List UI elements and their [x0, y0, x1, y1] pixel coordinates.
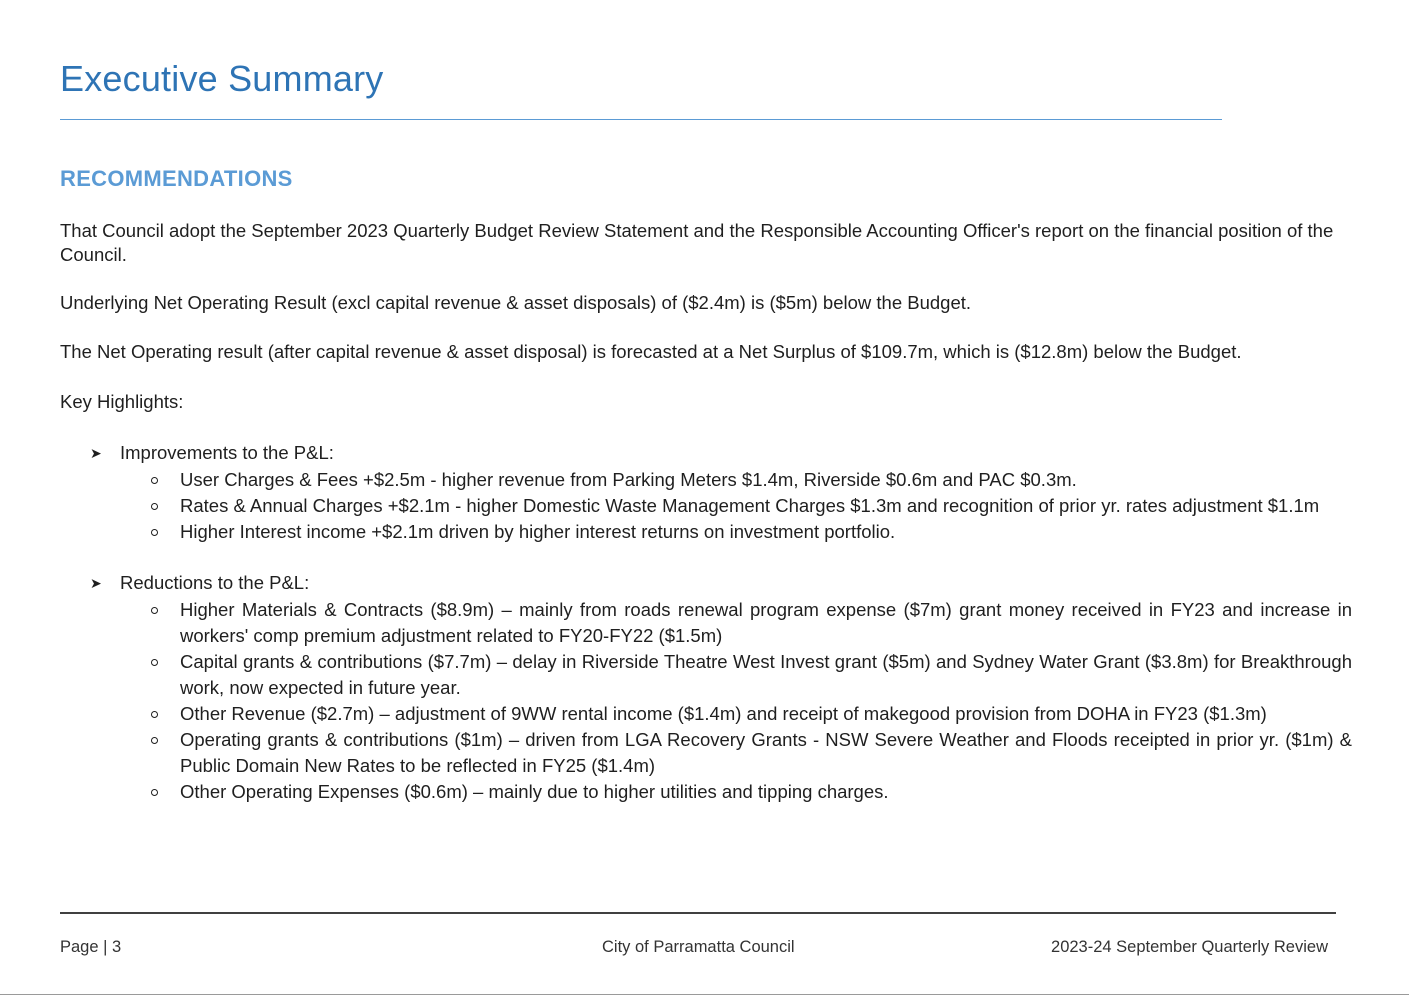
title-divider — [60, 119, 1222, 120]
highlight-list — [60, 467, 1352, 545]
arrow-bullet-icon: ➤ — [90, 445, 102, 461]
list-item-text: User Charges & Fees +$2.5m - higher revenue from Parking Meters $1.4m, Riverside $0.6m and PAC $0.3m. — [180, 469, 1077, 490]
circle-bullet-icon — [151, 737, 158, 744]
key-highlights-label: Key Highlights: — [60, 391, 184, 412]
report-name: 2023-24 September Quarterly Review — [1051, 938, 1328, 956]
list-item-text: Rates & Annual Charges +$2.1m - higher Domestic Waste Management Charges $1.3m and recognition of prior yr. rates adjustment $1.1m — [180, 495, 1320, 516]
list-item — [60, 467, 1352, 493]
circle-bullet-icon — [151, 659, 158, 666]
list-item-text: Capital grants & contributions ($7.7m) – delay in Riverside Theatre West Invest grant ($5m) and Sydney Water Grant ($3.8m) for Breakthrough work, now expected in future year. — [180, 651, 1352, 698]
list-item — [60, 779, 1352, 805]
circle-bullet-icon — [151, 477, 158, 484]
underlying-result-paragraph: Underlying Net Operating Result (excl capital revenue & asset disposals) of ($2.4m) is ($5m) below the Budget. — [60, 292, 972, 313]
highlight-group-heading — [60, 571, 1352, 597]
circle-bullet-icon — [151, 711, 158, 718]
arrow-bullet-icon: ➤ — [90, 575, 102, 591]
organization-name: City of Parramatta Council — [602, 938, 795, 956]
list-item-text: Other Revenue ($2.7m) – adjustment of 9WW rental income ($1.4m) and receipt of makegood provision from DOHA in FY23 ($1.3m) — [180, 703, 1267, 724]
circle-bullet-icon — [151, 607, 158, 614]
highlight-group-heading — [60, 441, 1352, 467]
list-item-text: Higher Interest income +$2.1m driven by higher interest returns on investment portfolio. — [180, 521, 896, 542]
list-item — [60, 519, 1352, 545]
list-item — [60, 701, 1352, 727]
page-number: Page | 3 — [60, 938, 122, 956]
highlight-group-improvements — [60, 441, 1352, 545]
list-item — [60, 493, 1352, 519]
footer-divider — [60, 912, 1336, 914]
list-item-text: Operating grants & contributions ($1m) – driven from LGA Recovery Grants - NSW Severe Weather and Floods receipted in prior yr. ($1m) & Public Domain New Rates to be reflected in FY25 ($1.4m) — [180, 729, 1352, 776]
list-item — [60, 597, 1352, 649]
circle-bullet-icon — [151, 789, 158, 796]
highlight-list — [60, 597, 1352, 805]
list-item-text: Other Operating Expenses ($0.6m) – mainly due to higher utilities and tipping charges. — [180, 781, 889, 802]
highlight-heading-text: Reductions to the P&L: — [120, 572, 310, 593]
page-title: Executive Summary — [60, 58, 384, 99]
net-operating-paragraph: The Net Operating result (after capital revenue & asset disposal) is forecasted at a Net Surplus of $109.7m, which is ($12.8m) below the Budget. — [60, 341, 1242, 362]
highlight-group-reductions — [60, 571, 1352, 805]
list-item — [60, 727, 1352, 779]
highlight-heading-text: Improvements to the P&L: — [120, 442, 334, 463]
circle-bullet-icon — [151, 529, 158, 536]
list-item-text: Higher Materials & Contracts ($8.9m) – mainly from roads renewal program expense ($7m) grant money received in FY23 and increase in workers' comp premium adjustment related to FY20-FY22 ($1.5m) — [180, 599, 1352, 646]
section-heading: RECOMMENDATIONS — [60, 166, 293, 191]
circle-bullet-icon — [151, 503, 158, 510]
list-item — [60, 649, 1352, 701]
recommendation-paragraph: That Council adopt the September 2023 Quarterly Budget Review Statement and the Responsible Accounting Officer's report on the financial position of the Council. — [60, 220, 1334, 265]
